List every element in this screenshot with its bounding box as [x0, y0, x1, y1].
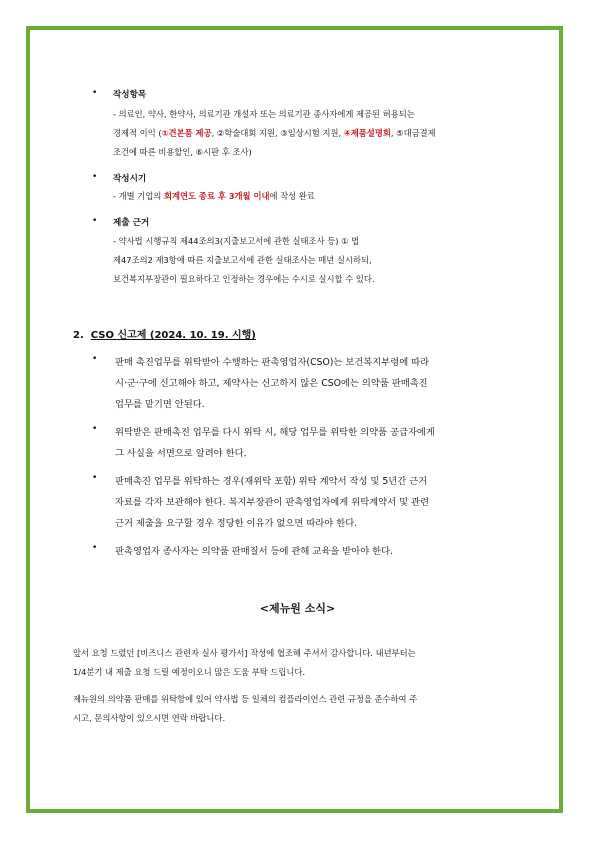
item-line: 제47조의2 제3항에 따른 지출보고서에 관한 실태조사는 매년 실시하되, [113, 255, 372, 265]
item-line: 경제적 이익 (①견본품 제공, ②학술대회 지원, ③임상시험 지원, ④제품설명회, ⑤대금결제 [113, 128, 436, 138]
emphasis-text: 회계연도 종료 후 3개월 이내 [163, 191, 270, 201]
item-heading: 작성항목 [113, 90, 147, 100]
bullet-dot: • [92, 216, 98, 226]
bullet-dot: • [92, 88, 98, 98]
bullet-line: 판매촉진 업무를 위탁하는 경우(재위탁 포함) 위탁 계약서 작성 및 5년간 근거 [115, 476, 428, 487]
item-heading: 작성시기 [113, 174, 147, 184]
section2-title: 2. CSO 신고제 (2024. 10. 19. 시행) [73, 330, 256, 341]
bullet-line: 판매 촉진업무를 위탁받아 수행하는 판촉영업자(CSO)는 보건복지부령에 따라 [115, 357, 430, 368]
news-line: 1/4분기 내 제출 요청 드릴 예정이오니 많은 도움 부탁 드립니다. [73, 667, 306, 677]
bullet-line: 판촉영업자 종사자는 의약품 판매질서 등에 관해 교육을 받아야 한다. [115, 546, 394, 557]
item-line: - 약사법 시행규칙 제44조의3(지출보고서에 관한 실태조사 등) ① 법 [113, 236, 360, 246]
news-line: 앞서 요청 드렸던 [비즈니스 관련자 실사 평가서] 작성에 협조해 주셔서 감사합니다. 내년부터는 [73, 648, 416, 658]
bullet-line: 시·군·구에 신고해야 하고, 제약사는 신고하지 않은 CSO에는 의약품 판매촉진 [115, 378, 428, 389]
news-line: 제뉴원의 의약품 판매를 위탁함에 있어 약사법 등 일체의 컴플라이언스 관련 규정을 준수하여 주 [73, 694, 418, 704]
bullet-line: 업무를 맡기면 안된다. [115, 399, 205, 410]
bullet-line: 근거 제출을 요구할 경우 정당한 이유가 없으면 따라야 한다. [115, 518, 358, 529]
bullet-dot: • [92, 473, 98, 483]
bullet-dot: • [92, 424, 98, 434]
emphasis-text: ①견본품 제공 [161, 128, 212, 138]
item-line: - 의료인, 약사, 한약사, 의료기관 개설자 또는 의료기관 종사자에게 제공된 허용되는 [113, 109, 415, 119]
item-line: - 개별 기업의 회계연도 종료 후 3개월 이내에 작성 완료 [113, 191, 315, 201]
news-title: <제뉴원 소식> [259, 602, 336, 615]
bullet-line: 그 사실을 서면으로 알려야 한다. [115, 448, 247, 459]
emphasis-text: ④제품설명회 [343, 128, 391, 138]
item-line: 조건에 따른 비용할인, ⑥시판 후 조사) [113, 147, 252, 157]
bullet-dot: • [92, 543, 98, 553]
news-line: 시고, 문의사항이 있으시면 연락 바랍니다. [73, 713, 226, 723]
item-line: 보건복지부장관이 필요하다고 인정하는 경우에는 수시로 실시할 수 있다. [113, 274, 375, 284]
bullet-dot: • [92, 172, 98, 182]
bullet-dot: • [92, 354, 98, 364]
bullet-line: 자료를 각자 보관해야 한다. 복지부장관이 판촉영업자에게 위탁계약서 및 관련 [115, 497, 429, 508]
bullet-line: 위탁받은 판매촉진 업무를 다시 위탁 시, 해당 업무를 위탁한 의약품 공급자에게 [115, 427, 435, 438]
item-heading: 제출 근거 [113, 218, 150, 228]
